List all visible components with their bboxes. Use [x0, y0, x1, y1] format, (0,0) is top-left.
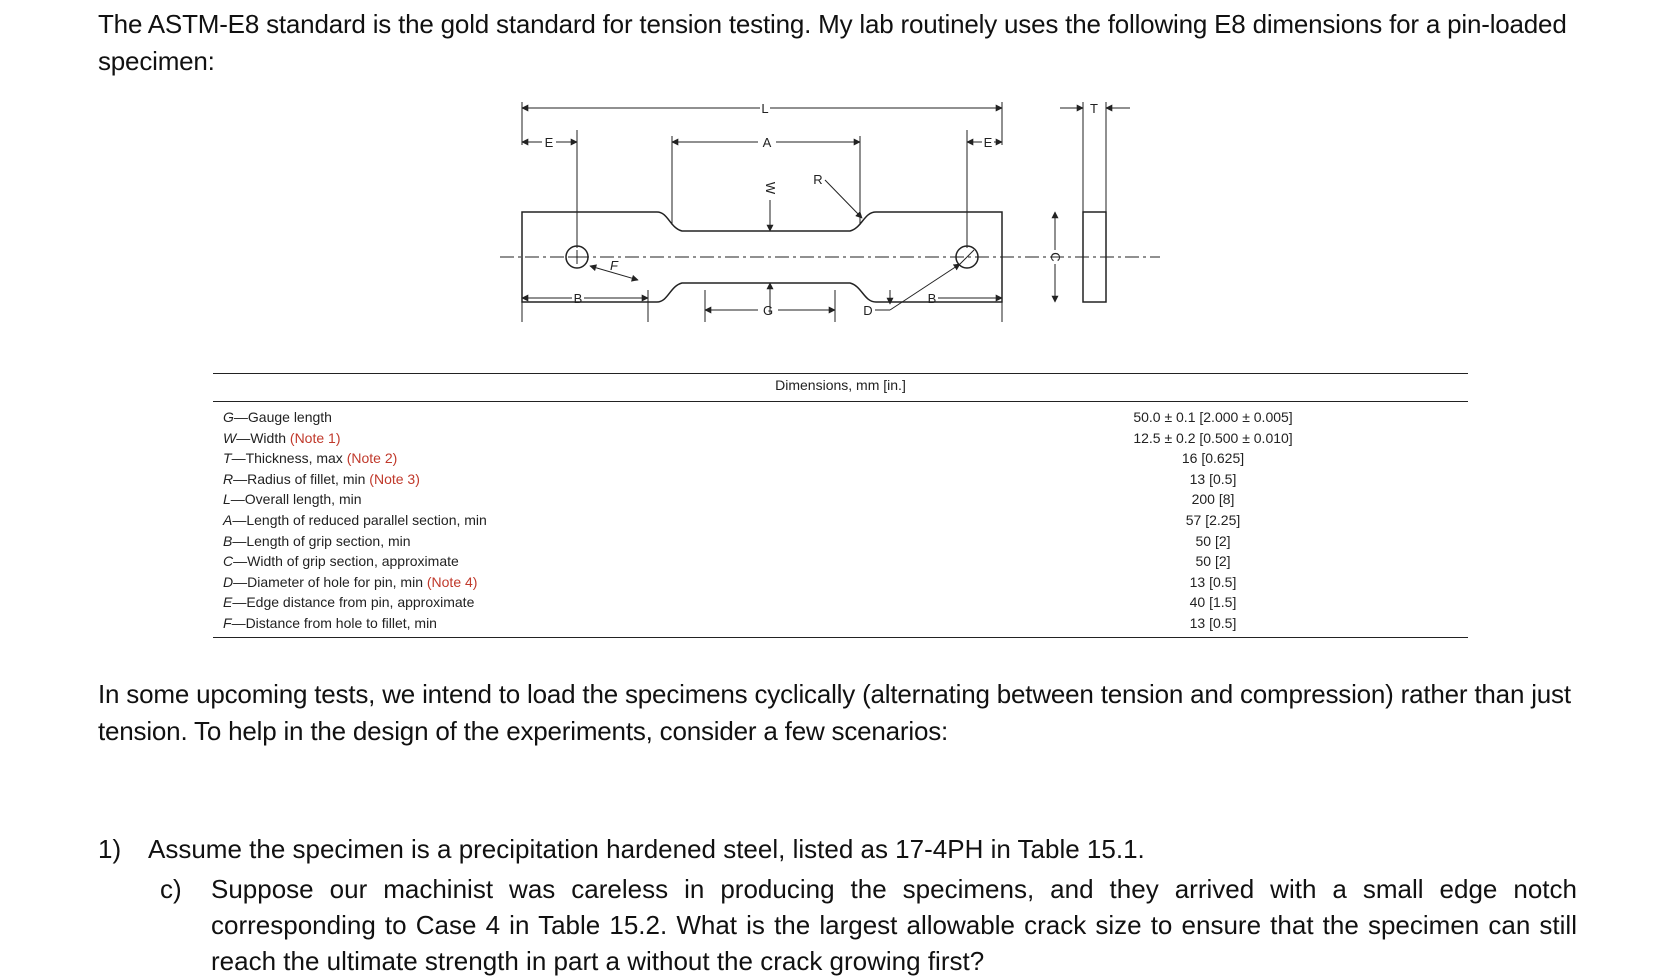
table-row-value: 50 [2] — [1195, 532, 1231, 549]
dimension-symbol: B — [223, 532, 233, 549]
specimen-diagram — [480, 100, 1200, 350]
dimension-symbol: R — [223, 470, 234, 487]
dimension-symbol: A — [223, 511, 233, 528]
table-values-column — [1063, 407, 1363, 634]
table-row-value: 13 [0.5] — [1189, 470, 1237, 487]
dimension-label: —Edge distance from pin, approximate — [232, 594, 475, 611]
dimension-label: —Overall length, min — [230, 491, 362, 508]
table-row-label — [223, 489, 487, 510]
dimension-label: —Distance from hole to fillet, min — [231, 614, 437, 631]
table-header: Dimensions, mm [in.] — [775, 377, 906, 393]
dimension-symbol: W — [223, 429, 237, 446]
table-row-label — [223, 572, 487, 593]
table-row-label — [223, 592, 487, 613]
question-number: 1) — [98, 834, 122, 864]
note-reference-link[interactable]: (Note 3) — [369, 470, 420, 487]
dimension-label: —Diameter of hole for pin, min — [233, 573, 423, 590]
table-row-value: 200 [8] — [1191, 491, 1235, 508]
note-reference-link[interactable]: (Note 1) — [289, 429, 341, 446]
label-E-left: E — [544, 135, 554, 150]
table-row-label — [223, 469, 487, 490]
label-R: R — [813, 172, 823, 187]
subquestion-text: Suppose our machinist was careless in producing the specimens, and they arrived with a small edge notch corresponding to Case 4 in Table 15.2. What is the largest allowable crack size to ensure that the specimen can still reach the ultimate strength in part a without the crack growing first? — [211, 874, 1577, 976]
table-row-label — [223, 407, 487, 428]
table-row-label — [223, 551, 487, 572]
table-row-value: 57 [2.25] — [1185, 511, 1241, 528]
question-text: Assume the specimen is a precipitation hardened steel, listed as 17-4PH in Table 15.1. — [148, 834, 1145, 864]
dimension-symbol: E — [223, 594, 233, 611]
scenario-paragraph: In some upcoming tests, we intend to load the specimens cyclically (alternating between tension and compression) rather than just tension. To help in the design of the experiments, consider a few scenarios: — [98, 679, 1571, 746]
dimension-label: —Width — [236, 429, 287, 446]
dimension-symbol: C — [223, 553, 234, 570]
table-row-value: 12.5 ± 0.2 [0.500 ± 0.010] — [1133, 429, 1293, 446]
label-B-left: B — [573, 291, 583, 306]
label-L: L — [761, 101, 769, 116]
subquestion-label: c) — [160, 874, 182, 904]
dimension-label: —Length of reduced parallel section, min — [232, 511, 487, 528]
intro-paragraph: The ASTM-E8 standard is the gold standard for tension testing. My lab routinely uses the following E8 dimensions for a pin-loaded specimen: — [98, 9, 1567, 76]
dimension-symbol: G — [223, 409, 234, 425]
label-T: T — [1090, 101, 1098, 116]
dimension-symbol: L — [223, 491, 231, 508]
dimension-label: —Length of grip section, min — [232, 532, 411, 549]
dimension-label: —Radius of fillet, min — [233, 470, 366, 487]
table-row-value: 16 [0.625] — [1181, 450, 1245, 467]
dimension-label: —Width of grip section, approximate — [233, 553, 459, 570]
note-reference-link[interactable]: (Note 4) — [426, 573, 478, 590]
label-C: C — [1048, 252, 1063, 262]
dimension-symbol: F — [223, 614, 232, 631]
label-F: F — [610, 258, 618, 273]
table-row-value: 50.0 ± 0.1 [2.000 ± 0.005] — [1133, 409, 1293, 425]
label-G: G — [762, 303, 774, 318]
table-labels-column — [223, 407, 487, 634]
label-A: A — [762, 135, 772, 150]
dimension-symbol: D — [223, 573, 234, 590]
label-E-right: E — [983, 135, 993, 150]
table-row-label — [223, 510, 487, 531]
note-reference-link[interactable]: (Note 2) — [346, 450, 398, 467]
label-B-right: B — [927, 291, 937, 306]
dimension-label: —Thickness, max — [231, 450, 343, 467]
dimensions-table — [213, 373, 1468, 639]
table-row-label — [223, 428, 487, 449]
table-row-label — [223, 448, 487, 469]
table-row-value: 50 [2] — [1195, 553, 1231, 570]
label-W: W — [763, 181, 778, 195]
table-row-value: 13 [0.5] — [1189, 614, 1237, 631]
table-row-value: 13 [0.5] — [1189, 573, 1237, 590]
label-D: D — [863, 303, 873, 318]
table-row-value: 40 [1.5] — [1189, 594, 1237, 611]
dimension-symbol: T — [223, 450, 232, 467]
table-row-label — [223, 531, 487, 552]
dimension-label: —Gauge length — [233, 409, 332, 425]
table-row-label — [223, 613, 487, 634]
